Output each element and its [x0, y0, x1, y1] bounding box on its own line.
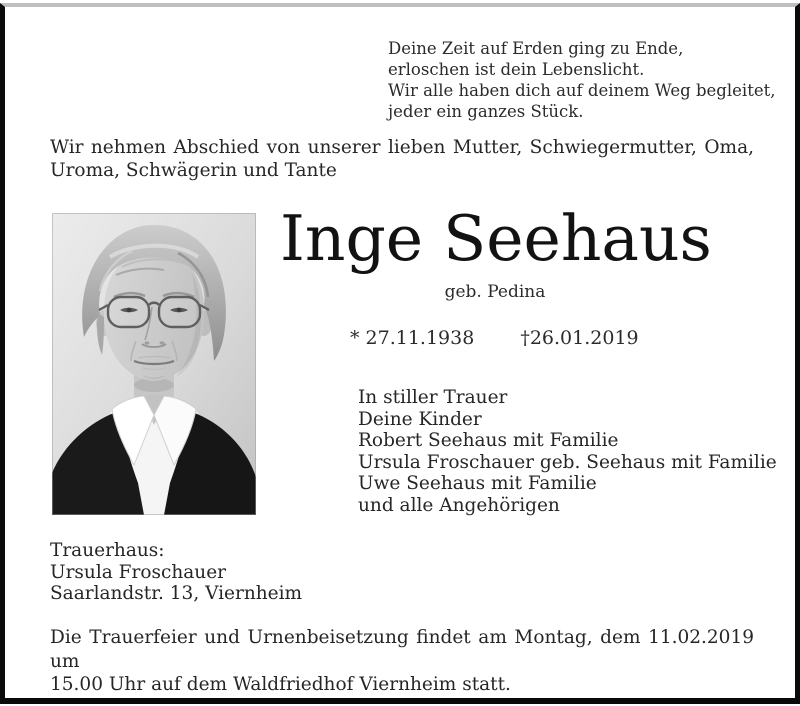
mourner-line: Uwe Seehaus mit Familie — [358, 473, 597, 495]
birth-date: * 27.11.1938 — [350, 327, 475, 349]
intro-line: Uroma, Schwägerin und Tante — [50, 160, 337, 181]
verse-line: Deine Zeit auf Erden ging zu Ende, — [388, 39, 684, 58]
maiden-name: geb. Pedina — [444, 282, 546, 302]
mourners-block — [358, 387, 777, 517]
verse-line: Wir alle haben dich auf deinem Weg begleitet, — [388, 81, 776, 100]
mourning-house-line: Trauerhaus: — [50, 540, 165, 561]
deceased-name-block — [280, 202, 712, 302]
intro-line: Wir nehmen Abschied von unserer lieben Mutter, Schwiegermutter, Oma, — [50, 137, 754, 158]
mourning-house-line: Saarlandstr. 13, Viernheim — [50, 583, 303, 605]
mourning-house-block — [50, 540, 302, 605]
funeral-line: 15.00 Uhr auf dem Waldfriedhof Viernheim statt. — [50, 674, 511, 695]
funeral-line: Die Trauerfeier und Urnenbeisetzung findet am Montag, dem 11.02.2019 um — [50, 627, 754, 672]
life-dates — [350, 327, 639, 349]
mourner-line: Deine Kinder — [358, 408, 482, 430]
verse-line: jeder ein ganzes Stück. — [388, 102, 584, 121]
obituary-notice — [0, 3, 800, 704]
mourning-house-line: Ursula Froschauer — [50, 561, 226, 583]
death-date: †26.01.2019 — [520, 327, 639, 349]
mourner-line: In stiller Trauer — [358, 387, 508, 408]
farewell-intro — [50, 136, 754, 182]
portrait-photo — [52, 213, 256, 515]
mourner-line: Ursula Froschauer geb. Seehaus mit Familie — [358, 451, 777, 473]
deceased-name: Inge Seehaus — [280, 202, 712, 275]
mourner-line: und alle Angehörigen — [358, 494, 560, 516]
mourner-line: Robert Seehaus mit Familie — [358, 430, 619, 452]
memorial-verse — [388, 38, 775, 122]
funeral-info — [50, 626, 754, 697]
verse-line: erloschen ist dein Lebenslicht. — [388, 60, 645, 79]
portrait-photo-image — [52, 213, 256, 515]
